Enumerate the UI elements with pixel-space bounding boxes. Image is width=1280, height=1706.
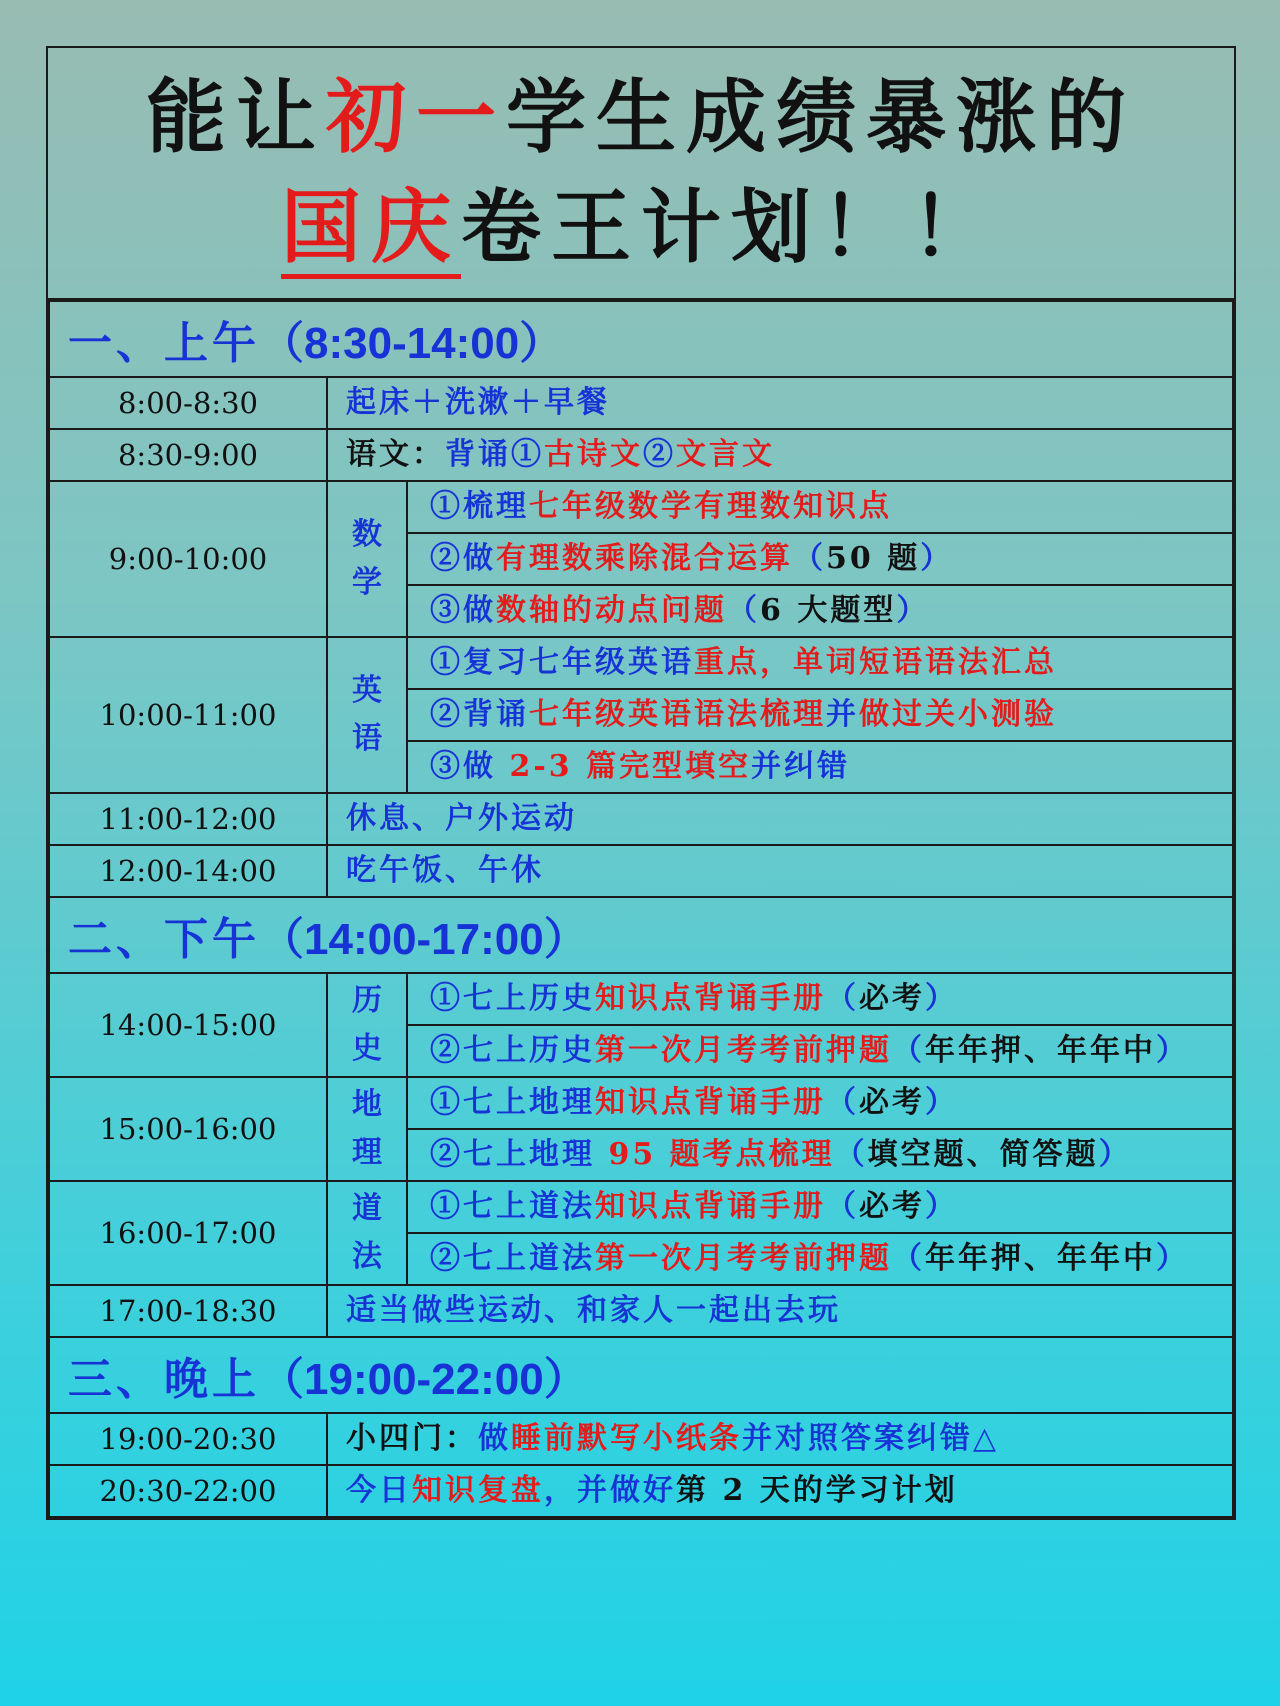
time-cell: 20:30-22:00 [49,1465,327,1517]
text-part: ②做 [430,541,496,576]
task-item [407,741,1233,793]
text-part: 有理数乘除混合运算 [496,541,793,576]
table-row [49,1465,1233,1517]
text-part: ） [1156,1241,1189,1276]
text-part: 今日 [346,1473,412,1508]
table-row [49,793,1233,845]
section-header [49,301,1233,377]
text-part: 做 [478,1421,511,1456]
section-time: （19:00-22:00） [260,1355,588,1404]
task-item [407,637,1233,689]
subject-char: 史 [352,1031,382,1066]
text-part: 95 题考点梳理 [608,1137,835,1172]
table-row [49,845,1233,897]
text-part: 并对照答案纠错△ [742,1421,1000,1456]
task-item [407,973,1233,1025]
text-part: 休息、户外运动 [346,801,577,836]
time-cell: 15:00-16:00 [49,1077,327,1181]
text-part: 古诗文 [544,437,643,472]
text-part: 并纠错 [751,749,851,784]
table-row [49,481,1233,533]
subject-char: 道 [352,1191,382,1226]
time-cell: 14:00-15:00 [49,973,327,1077]
text-part: （ [727,593,760,628]
subject-char: 地 [352,1087,382,1122]
activity-cell [327,845,1233,897]
text-part: （ [826,981,859,1016]
text-part: 知识点背诵手册 [595,1189,826,1224]
table-row [49,1181,1233,1233]
table-row [49,1285,1233,1337]
task-item [407,481,1233,533]
text-part: ） [1098,1137,1132,1172]
text-part: 适当做些运动、和家人一起出去玩 [346,1293,841,1328]
text-part: 文言文 [676,437,775,472]
text-part: 2-3 篇完型填空 [509,749,752,784]
schedule-table [48,300,1234,1518]
title-line-1 [146,63,1136,173]
activity-cell [327,793,1233,845]
text-part: ） [920,541,954,576]
text-part: 必考 [859,981,925,1016]
subject-cell [327,1077,407,1181]
time-cell: 19:00-20:30 [49,1413,327,1465]
subject-cell [327,637,407,793]
text-part: ） [925,1085,958,1120]
text-part: 第一次月考考前押题 [595,1033,892,1068]
section-title [49,1337,1233,1413]
text-part: ②七上历史 [430,1033,595,1068]
time-cell: 8:00-8:30 [49,377,327,429]
title-line-2 [281,173,1001,283]
task-item [407,689,1233,741]
text-part: 七年级数学有理数知识点 [529,489,892,524]
text-part: ） [1156,1033,1189,1068]
text-part: ①七上地理 [430,1085,595,1120]
text-part: 背诵 [445,437,511,472]
section-header [49,897,1233,973]
text-part: ） [925,1189,958,1224]
text-part: 年年押、年年中 [925,1241,1156,1276]
text-part: 小四门： [346,1421,478,1456]
section-label: 三、晚上 [68,1354,260,1405]
text-part: 并 [826,697,859,732]
text-part: （ [826,1085,859,1120]
task-item [407,1077,1233,1129]
text-part: ③做 [430,593,496,628]
text-part: ①梳理 [430,489,529,524]
text-part: ①七上历史 [430,981,595,1016]
text-part: ②七上地理 [430,1137,609,1172]
text-part: ，并做好 [544,1473,676,1508]
title-part: 能让 [146,70,326,164]
text-part: 填空题、简答题 [867,1137,1099,1172]
text-part: 6 大题型 [760,593,897,628]
text-part: 吃午饭、午休 [346,853,544,888]
section-header [49,1337,1233,1413]
text-part: 做过关小测验 [859,697,1057,732]
text-part: 知识点背诵手册 [595,1085,826,1120]
text-part: （ [892,1241,925,1276]
text-part: 第一次月考考前押题 [595,1241,892,1276]
text-part: ①七上道法 [430,1189,595,1224]
text-part: 必考 [859,1085,925,1120]
title-part: 卷王计划！！ [461,181,1001,274]
table-row [49,973,1233,1025]
time-cell: 10:00-11:00 [49,637,327,793]
text-part: （ [834,1137,868,1172]
text-part: 睡前默写小纸条 [511,1421,742,1456]
text-part: 重点，单词短语语法汇总 [694,645,1057,680]
section-label: 一、上午 [68,318,260,369]
time-cell: 8:30-9:00 [49,429,327,481]
task-item [407,1233,1233,1285]
task-item [407,1181,1233,1233]
text-part: （ [826,1189,859,1224]
section-title [49,301,1233,377]
section-title [49,897,1233,973]
text-part: ） [896,593,930,628]
text-part: 必考 [859,1189,925,1224]
text-part: 年年押、年年中 [925,1033,1156,1068]
text-part: ② [643,437,676,472]
time-cell: 12:00-14:00 [49,845,327,897]
text-part: 知识复盘 [412,1473,544,1508]
title-part: 学生成绩暴涨的 [506,70,1136,164]
text-part: 语文： [346,437,445,472]
subject-char: 数 [352,517,382,552]
table-row [49,1077,1233,1129]
subject-cell [327,1181,407,1285]
task-item [407,1025,1233,1077]
subject-char: 历 [352,983,382,1018]
activity-cell [327,1413,1233,1465]
section-time: （14:00-17:00） [260,915,588,964]
section-time: （8:30-14:00） [260,319,564,368]
text-part: 七年级英语语法梳理 [529,697,826,732]
text-part: ③做 [430,749,510,784]
text-part: （ [793,541,826,576]
text-part: 第 2 天的学习计划 [676,1473,958,1508]
subject-cell [327,481,407,637]
subject-char: 语 [352,721,382,756]
text-part: ） [925,981,958,1016]
text-part: （ [892,1033,925,1068]
task-item [407,585,1233,637]
text-part: ① [511,437,544,472]
subject-char: 英 [352,673,382,708]
table-row [49,377,1233,429]
activity-cell [327,377,1233,429]
time-cell: 16:00-17:00 [49,1181,327,1285]
text-part: ①复习七年级英语 [430,645,694,680]
time-cell: 17:00-18:30 [49,1285,327,1337]
subject-cell [327,973,407,1077]
subject-char: 理 [352,1135,382,1170]
table-row [49,637,1233,689]
activity-cell [327,1285,1233,1337]
page-title [48,48,1234,300]
text-part: 50 题 [826,541,921,576]
time-cell: 11:00-12:00 [49,793,327,845]
title-part: 初一 [326,70,506,164]
text-part: ②背诵 [430,697,529,732]
time-cell: 9:00-10:00 [49,481,327,637]
text-part: 起床＋洗漱＋早餐 [346,385,610,420]
task-item [407,533,1233,585]
subject-char: 法 [352,1239,382,1274]
table-row [49,1413,1233,1465]
table-row [49,429,1233,481]
subject-char: 学 [352,565,382,600]
text-part: 数轴的动点问题 [496,593,727,628]
section-label: 二、下午 [68,914,260,965]
text-part: ②七上道法 [430,1241,595,1276]
task-item [407,1129,1233,1181]
title-part: 国庆 [281,181,461,279]
text-part: 知识点背诵手册 [595,981,826,1016]
activity-cell [327,1465,1233,1517]
schedule-sheet [46,46,1236,1520]
activity-cell [327,429,1233,481]
